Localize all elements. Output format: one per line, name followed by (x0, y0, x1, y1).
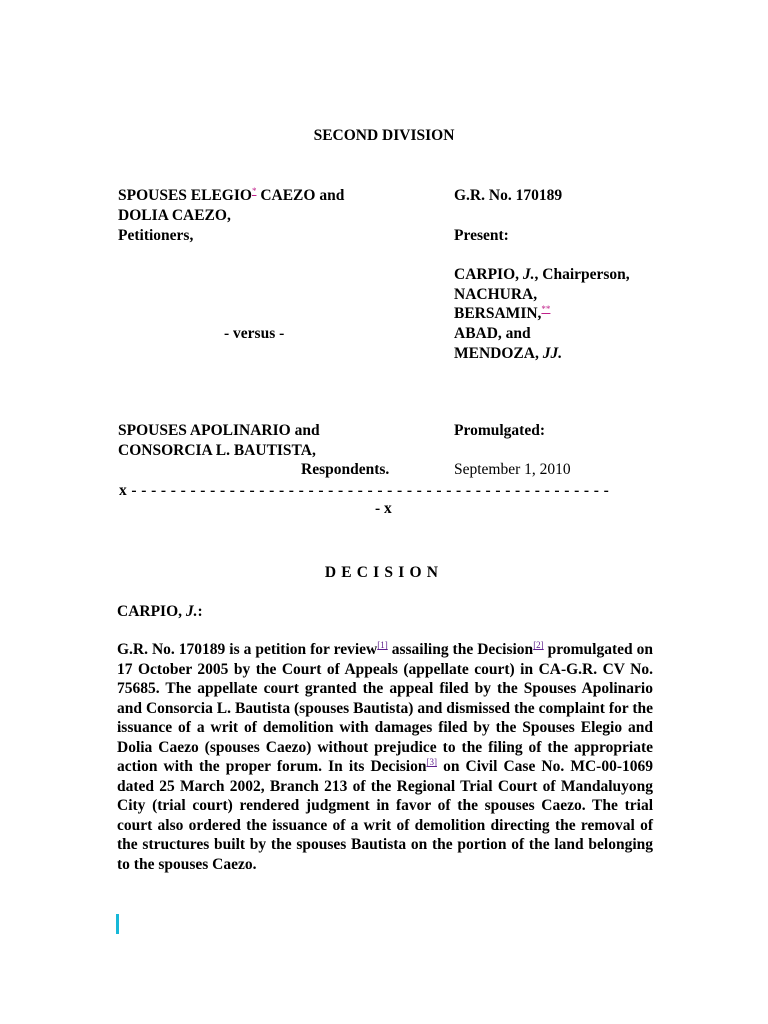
division-heading: SECOND DIVISION (313, 127, 455, 144)
justice-carpio (454, 265, 630, 285)
justice-carpio-name: CARPIO, (454, 266, 523, 283)
justice-nachura: NACHURA, (454, 286, 538, 303)
paragraph-text-part-2: assailing the Decision (387, 641, 534, 658)
footnote-link-2[interactable]: [2] (533, 639, 544, 650)
justice-carpio-title: J. (522, 266, 535, 283)
footnote-link-1[interactable]: [1] (377, 639, 388, 650)
separator-line: x - - - - - - - - - - - - - - - - - - - - - - - - - - - - - - - - - - - - - - - - - - - - - - - - - (119, 482, 610, 499)
paragraph-text-part-3: promulgated on 17 October 2005 by the Court of Appeals (appellate court) in CA-G.R. CV No. 75685. The appellate court granted the appeal filed by the Spouses Apolinario and Consorcia L. Bautista (spouses Bautista) and dismissed the complaint for the issuance of a writ of demolition with damages filed by the Spouses Elegio and Dolia Caezo (spouses Caezo) without prejudice to the filing of the appropriate action with the proper forum. In its Decision (117, 641, 653, 776)
versus-label: - versus - (224, 325, 285, 342)
promulgated-label: Promulgated: (454, 422, 545, 439)
paragraph-text-part-1: G.R. No. 170189 is a petition for review (117, 641, 378, 658)
footnote-link-star[interactable]: * (251, 185, 257, 196)
ponente-title: J. (185, 603, 198, 620)
justice-bersamin-name: BERSAMIN, (454, 305, 542, 322)
ponente-colon: : (197, 603, 203, 620)
justice-abad: ABAD, and (454, 325, 531, 342)
petitioners-role: Petitioners, (118, 227, 194, 244)
justice-mendoza-title: JJ. (542, 345, 563, 362)
respondents-line-2: CONSORCIA L. BAUTISTA, (118, 442, 316, 459)
petitioners-line-2: DOLIA CAEZO, (118, 207, 231, 224)
justice-carpio-position: , Chairperson, (534, 266, 630, 283)
gr-number: G.R. No. 170189 (454, 187, 563, 204)
footnote-link-3[interactable]: [3] (426, 757, 437, 768)
petitioners-name-part-1: SPOUSES ELEGIO (118, 187, 252, 204)
decision-paragraph-1 (117, 640, 653, 875)
paragraph-text-part-4: on Civil Case No. MC-00-1069 dated 25 March 2002, Branch 213 of the Regional Trial Court of Mandaluyong City (trial court) rendered judgment in favor of the spouses Caezo. The trial court also ordered the issuance of a writ of demolition directing the removal of the structures built by the spouses Bautista on the portion of the land belonging to the spouses Caezo. (117, 758, 653, 874)
ponente-line (117, 602, 203, 622)
petitioners-line-1 (118, 186, 344, 206)
justice-mendoza (454, 344, 562, 364)
justice-bersamin (454, 304, 550, 324)
footnote-link-double-star[interactable]: ** (541, 303, 551, 314)
respondents-line-1: SPOUSES APOLINARIO and (118, 422, 320, 439)
separator-end: - x (375, 500, 392, 517)
text-cursor (116, 914, 119, 934)
decision-heading: DECISION (324, 564, 444, 581)
justice-mendoza-name: MENDOZA, (454, 345, 543, 362)
promulgated-date: September 1, 2010 (454, 461, 571, 478)
petitioners-name-part-2: CAEZO and (256, 187, 345, 204)
ponente-name: CARPIO, (117, 603, 186, 620)
respondents-role: Respondents. (301, 461, 390, 478)
present-label: Present: (454, 227, 509, 244)
